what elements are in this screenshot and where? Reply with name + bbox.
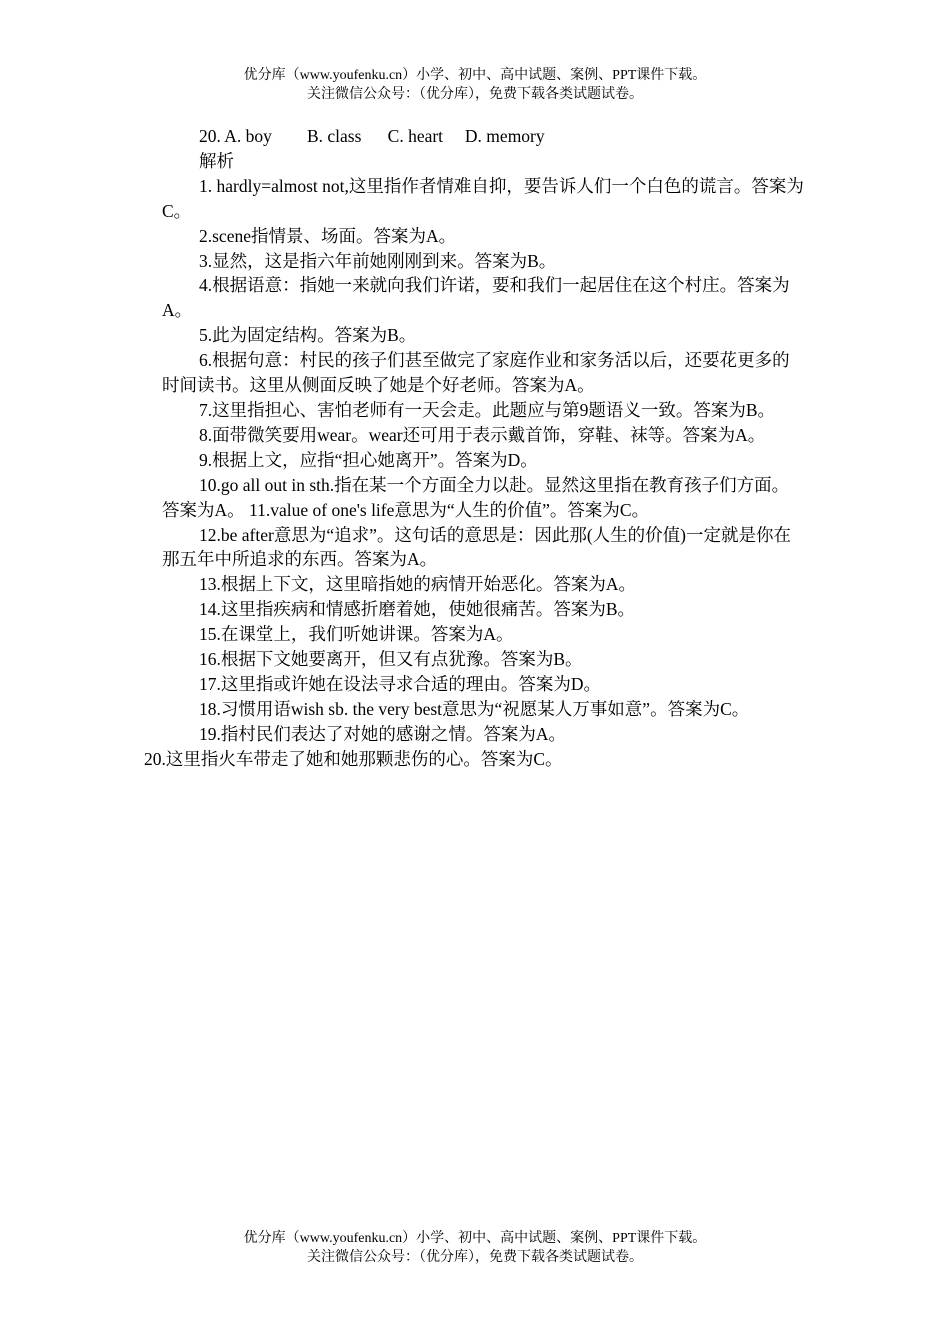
explanation-17: 17.这里指或许她在设法寻求合适的理由。答案为D。 — [199, 673, 602, 694]
explanation-20: 20.这里指火车带走了她和她那颗悲伤的心。答案为C。 — [144, 748, 563, 769]
explanation-14: 14.这里指疾病和情感折磨着她，使她很痛苦。答案为B。 — [199, 599, 636, 620]
explanation-7: 7.这里指担心、害怕老师有一天会走。此题应与第9题语义一致。答案为B。 — [199, 399, 776, 420]
explanation-1: 1. hardly=almost not,这里指作者情难自抑，要告诉人们一个白色的谎言。答案为C。 — [162, 175, 804, 221]
section-title: 解析 — [199, 150, 234, 171]
explanation-3: 3.显然，这是指六年前她刚刚到来。答案为B。 — [199, 250, 557, 271]
explanation-18: 18.习惯用语wish sb. the very best意思为“祝愿某人万事如意”。答案为C。 — [199, 698, 750, 719]
explanation-8: 8.面带微笑要用wear。wear还可用于表示戴首饰，穿鞋、袜等。答案为A。 — [199, 424, 766, 445]
explanation-19: 19.指村民们表达了对她的感谢之情。答案为A。 — [199, 723, 567, 744]
explanation-9: 9.根据上文，应指“担心她离开”。答案为D。 — [199, 449, 538, 470]
explanation-4: 4.根据语意：指她一来就向我们许诺，要和我们一起居住在这个村庄。答案为A。 — [162, 275, 790, 321]
question-20-options — [162, 124, 804, 149]
option-a: A. boy — [224, 126, 272, 146]
footer-line-2: 关注微信公众号：（优分库），免费下载各类试题试卷。 — [307, 1250, 643, 1265]
footer-line-1: 优分库（www.youfenku.cn）小学、初中、高中试题、案例、PPT课件下载。 — [243, 1231, 707, 1246]
header-line-2: 关注微信公众号：（优分库），免费下载各类试题试卷。 — [307, 87, 643, 102]
option-c: C. heart — [387, 126, 444, 146]
explanation-10-11: 10.go all out in sth.指在某一个方面全力以赴。显然这里指在教育孩子们方面。答案为A。 11.value of one's life意思为“人生的价值”。答案为C。 — [162, 474, 790, 520]
question-number: 20. — [199, 126, 221, 146]
option-b: B. class — [306, 126, 362, 146]
explanation-2: 2.scene指情景、场面。答案为A。 — [199, 225, 457, 246]
explanation-12: 12.be after意思为“追求”。这句话的意思是：因此那(人生的价值)一定就是你在那五年中所追求的东西。答案为A。 — [162, 524, 792, 570]
header-line-1: 优分库（www.youfenku.cn）小学、初中、高中试题、案例、PPT课件下载。 — [243, 68, 707, 83]
document-body — [144, 124, 804, 772]
explanation-6: 6.根据句意：村民的孩子们甚至做完了家庭作业和家务活以后，还要花更多的时间读书。这里从侧面反映了她是个好老师。答案为A。 — [162, 350, 790, 396]
explanation-15: 15.在课堂上，我们听她讲课。答案为A。 — [199, 624, 514, 645]
page-footer — [0, 1229, 950, 1267]
explanation-16: 16.根据下文她要离开，但又有点犹豫。答案为B。 — [199, 649, 583, 670]
page-header — [0, 66, 950, 104]
explanation-13: 13.根据上下文，这里暗指她的病情开始恶化。答案为A。 — [199, 574, 637, 595]
explanation-5: 5.此为固定结构。答案为B。 — [199, 325, 417, 346]
option-d: D. memory — [464, 126, 545, 146]
